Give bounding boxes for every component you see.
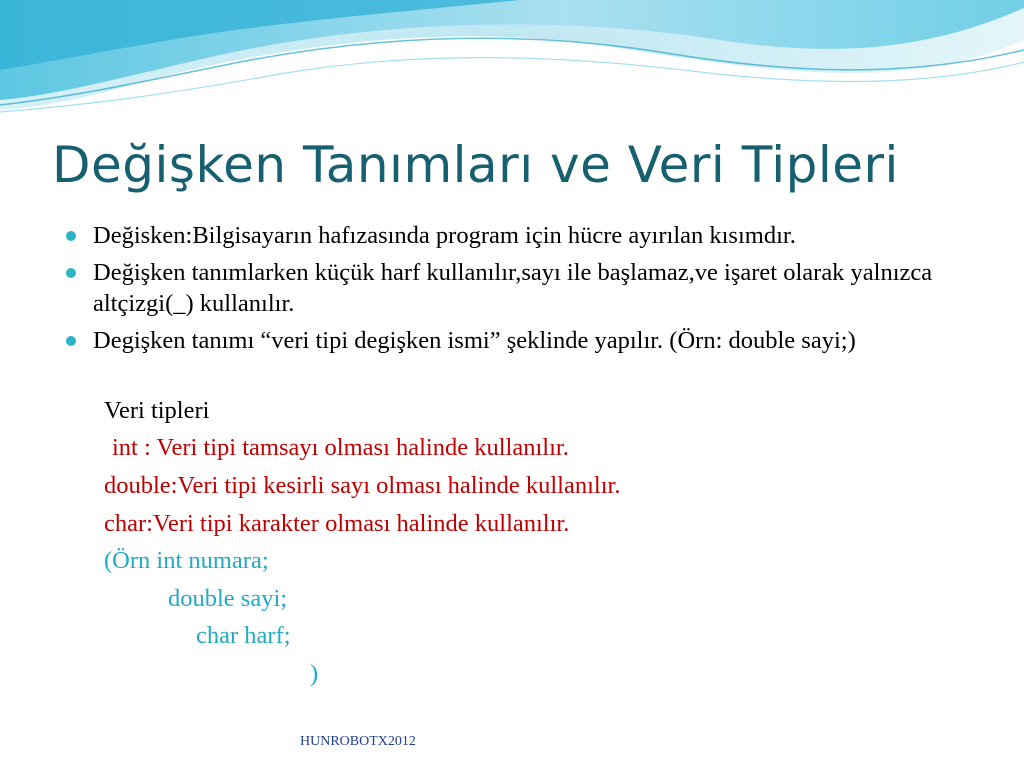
example-line-1: (Örn int numara;	[104, 547, 269, 574]
types-heading: Veri tipleri	[104, 397, 210, 424]
bullet-item	[64, 257, 984, 319]
bullet-text: Degişken tanımı “veri tipi degişken ismi” şeklinde yapılır. (Örn: double sayi;)	[93, 327, 856, 354]
type-double-line: double:Veri tipi kesirli sayı olması halinde kullanılır.	[104, 472, 621, 499]
bullet-dot-icon	[66, 231, 76, 241]
bullet-dot-icon	[66, 268, 76, 278]
slide-title: Değişken Tanımları ve Veri Tipleri	[52, 136, 899, 194]
bullet-list	[64, 220, 984, 362]
example-line-2: double sayi;	[168, 585, 288, 612]
type-int-line: int : Veri tipi tamsayı olması halinde kullanılır.	[112, 434, 569, 461]
footer-text: HUNROBOTX2012	[300, 734, 416, 749]
bullet-item	[64, 325, 984, 356]
header-wave-decoration	[0, 0, 1024, 120]
bullet-item	[64, 220, 984, 251]
bullet-text: Değişken tanımlarken küçük harf kullanılır,sayı ile başlamaz,ve işaret olarak yalnızca altçizgi(_) kullanılır.	[93, 259, 933, 317]
example-line-3: char harf;	[196, 622, 291, 649]
example-line-4: )	[310, 660, 319, 687]
bullet-dot-icon	[66, 336, 76, 346]
type-char-line: char:Veri tipi karakter olması halinde kullanılır.	[104, 510, 570, 537]
bullet-text: Değisken:Bilgisayarın hafızasında program için hücre ayırılan kısımdır.	[93, 222, 796, 249]
